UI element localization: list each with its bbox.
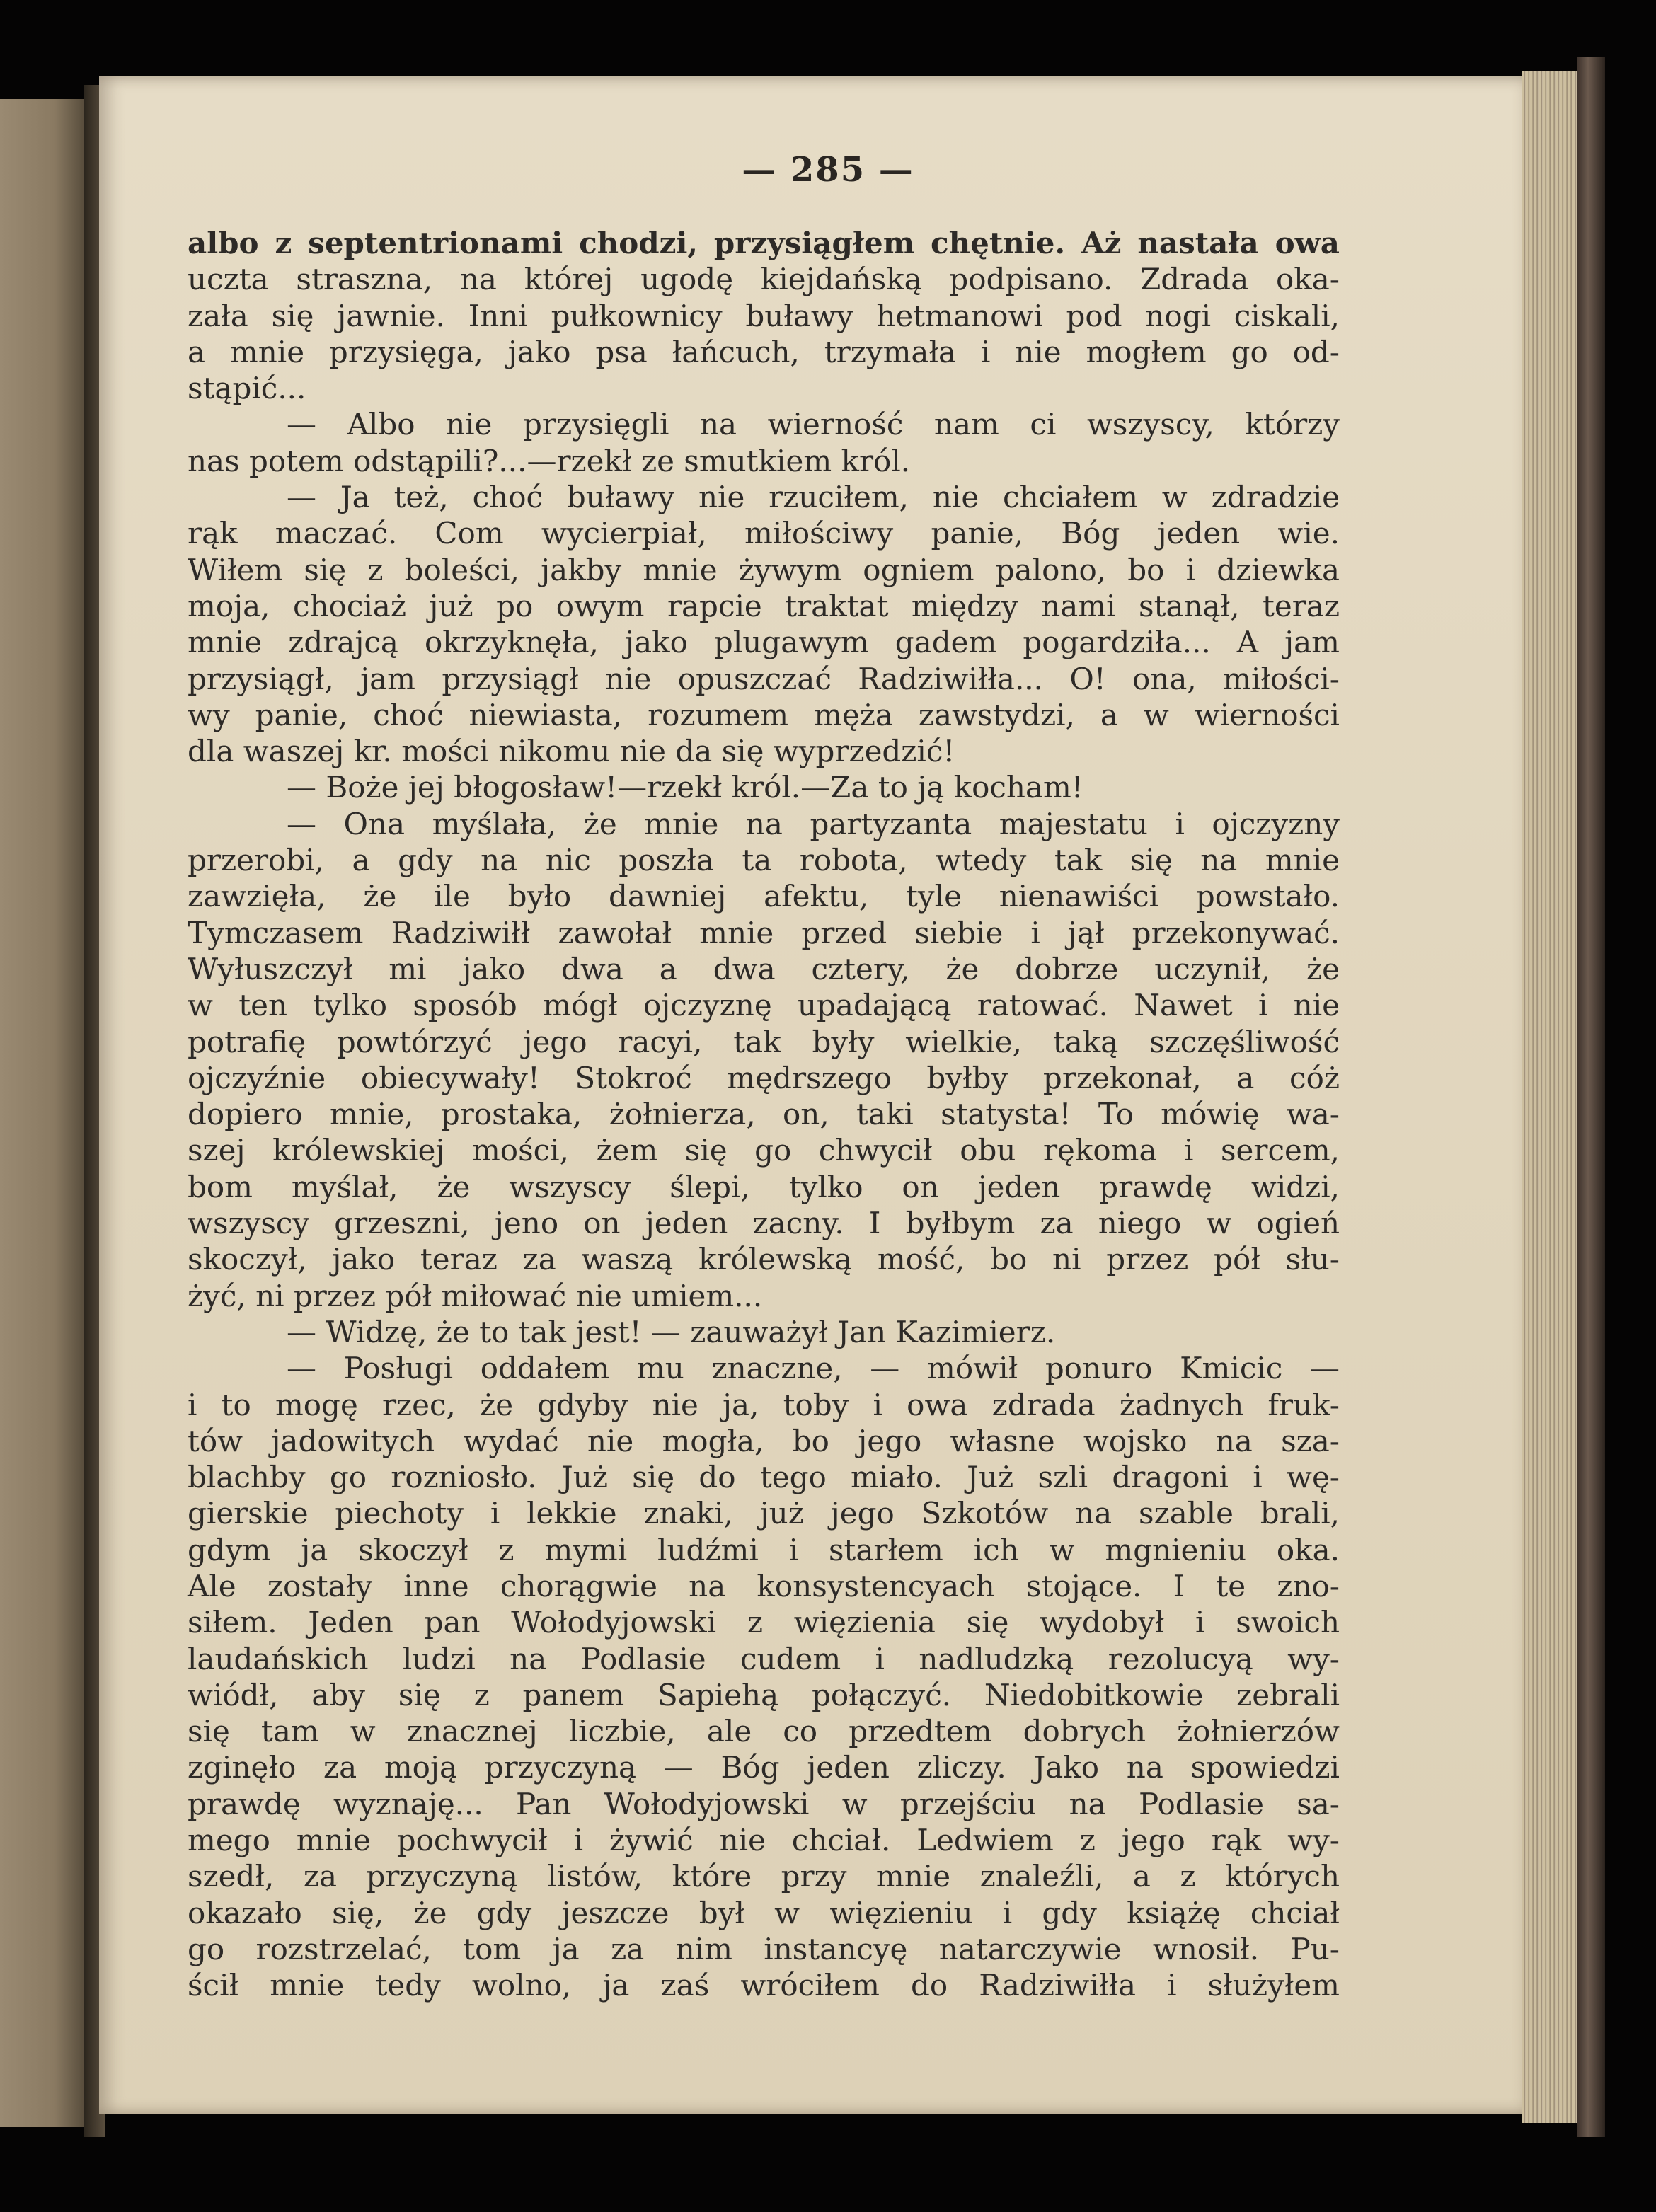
text-line: wszyscy grzeszni, jeno on jeden zacny. I byłbym za niego w ogień	[188, 1206, 1340, 1241]
text-line: potrafię powtórzyć jego racyi, tak były wielkie, taką szczęśliwość	[188, 1024, 1340, 1059]
text-line: laudańskich ludzi na Podlasie cudem i nadludzką rezolucyą wy-	[188, 1641, 1340, 1676]
text-line: ojczyźnie obiecywały! Stokroć mędrszego byłby przekonał, a cóż	[188, 1060, 1340, 1095]
text-line: go rozstrzelać, tom ja za nim instancyę natarczywie wnosił. Pu-	[188, 1931, 1340, 1966]
text-line: okazało się, że gdy jeszcze był w więzieniu i gdy książę chciał	[188, 1895, 1340, 1930]
text-line: tów jadowitych wydać nie mogła, bo jego własne wojsko na sza-	[188, 1423, 1340, 1458]
text-line: Ale zostały inne chorągwie na konsystencyach stojące. I te zno-	[188, 1568, 1340, 1603]
text-line: skoczył, jako teraz za waszą królewską mość, bo ni przez pół słu-	[188, 1242, 1340, 1277]
text-line: moja, chociaż już po owym rapcie traktat między nami stanął, teraz	[188, 588, 1340, 623]
text-line: — Ona myślała, że mnie na partyzanta majestatu i ojczyzny	[287, 806, 1340, 841]
text-line: zała się jawnie. Inni pułkownicy buławy hetmanowi pod nogi ciskali,	[188, 298, 1340, 333]
text-line: szej królewskiej mości, żem się go chwycił obu rękoma i sercem,	[188, 1133, 1340, 1168]
text-line: ścił mnie tedy wolno, ja zaś wróciłem do Radziwiłła i służyłem	[188, 1968, 1340, 2003]
text-line: rąk maczać. Com wycierpiał, miłościwy panie, Bóg jeden wie.	[188, 516, 1340, 551]
text-line: dla waszej kr. mości nikomu nie da się wyprzedzić!	[188, 734, 955, 769]
text-line: szedł, za przyczyną listów, które przy mnie znaleźli, a z których	[188, 1859, 1340, 1894]
text-line: blachby go rozniosło. Już się do tego miało. Już szli dragoni i wę-	[188, 1460, 1340, 1495]
text-line: — Boże jej błogosław!—rzekł król.—Za to ją kocham!	[287, 770, 1083, 805]
text-line: w ten tylko sposób mógł ojczyznę upadającą ratować. Nawet i nie	[188, 988, 1340, 1023]
text-line: nas potem odstąpili?...—rzekł ze smutkiem król.	[188, 443, 911, 478]
book-cover-edge	[1577, 57, 1605, 2137]
text-line: i to mogę rzec, że gdyby nie ja, toby i owa zdrada żadnych fruk-	[188, 1387, 1340, 1422]
text-line: — Posługi oddałem mu znaczne, — mówił ponuro Kmicic —	[287, 1351, 1340, 1386]
text-line: a mnie przysięga, jako psa łańcuch, trzymała i nie mogłem go od-	[188, 334, 1340, 369]
page-stack-edge	[1522, 71, 1580, 2123]
text-line: albo z septentrionami chodzi, przysiągłem chętnie. Aż nastała owa	[188, 226, 1340, 260]
text-line: zawzięła, że ile było dawniej afektu, tyle nienawiści powstało.	[188, 879, 1340, 914]
text-line: stąpić...	[188, 371, 306, 406]
text-line: uczta straszna, na której ugodę kiejdańską podpisano. Zdrada oka-	[188, 262, 1340, 297]
text-line: się tam w znacznej liczbie, ale co przedtem dobrych żołnierzów	[188, 1714, 1340, 1749]
text-line: przysiągł, jam przysiągł nie opuszczać Radziwiłła... O! ona, miłości-	[188, 661, 1340, 696]
body-text	[188, 225, 1340, 2004]
text-line: — Albo nie przysięgli na wierność nam ci wszyscy, którzy	[287, 407, 1340, 442]
text-line: mego mnie pochwycił i żywić nie chciał. Ledwiem z jego rąk wy-	[188, 1823, 1340, 1858]
facing-page-edge	[0, 99, 91, 2127]
text-line: — Ja też, choć buławy nie rzuciłem, nie chciałem w zdradzie	[287, 480, 1340, 515]
text-line: siłem. Jeden pan Wołodyjowski z więzienia się wydobył i swoich	[188, 1605, 1340, 1640]
text-line: bom myślał, że wszyscy ślepi, tylko on jeden prawdę widzi,	[188, 1169, 1340, 1204]
text-line: Wyłuszczył mi jako dwa a dwa cztery, że dobrze uczynił, że	[188, 951, 1340, 986]
text-line: prawdę wyznaję... Pan Wołodyjowski w przejściu na Podlasie sa-	[188, 1786, 1340, 1821]
text-line: gierskie piechoty i lekkie znaki, już jego Szkotów na szable brali,	[188, 1496, 1340, 1531]
text-line: mnie zdrajcą okrzyknęła, jako plugawym gadem pogardziła... A jam	[188, 625, 1340, 660]
text-line: Tymczasem Radziwiłł zawołał mnie przed siebie i jął przekonywać.	[188, 915, 1340, 950]
text-line: wiódł, aby się z panem Sapiehą połączyć. Niedobitkowie zebrali	[188, 1677, 1340, 1712]
text-line: gdym ja skoczył z mymi ludźmi i starłem ich w mgnieniu oka.	[188, 1532, 1340, 1567]
text-line: — Widzę, że to tak jest! — zauważył Jan Kazimierz.	[287, 1314, 1056, 1349]
page-number-header: — 285 —	[742, 150, 914, 190]
text-line: dopiero mnie, prostaka, żołnierza, on, taki statysta! To mówię wa-	[188, 1097, 1340, 1132]
text-line: żyć, ni przez pół miłować nie umiem...	[188, 1278, 763, 1313]
text-line: zginęło za moją przyczyną — Bóg jeden zliczy. Jako na spowiedzi	[188, 1750, 1340, 1785]
text-line: wy panie, choć niewiasta, rozumem męża zawstydzi, a w wierności	[188, 697, 1340, 732]
text-line: przerobi, a gdy na nic poszła ta robota, wtedy tak się na mnie	[188, 843, 1340, 878]
text-line: Wiłem się z boleści, jakby mnie żywym ogniem palono, bo i dziewka	[188, 552, 1340, 587]
